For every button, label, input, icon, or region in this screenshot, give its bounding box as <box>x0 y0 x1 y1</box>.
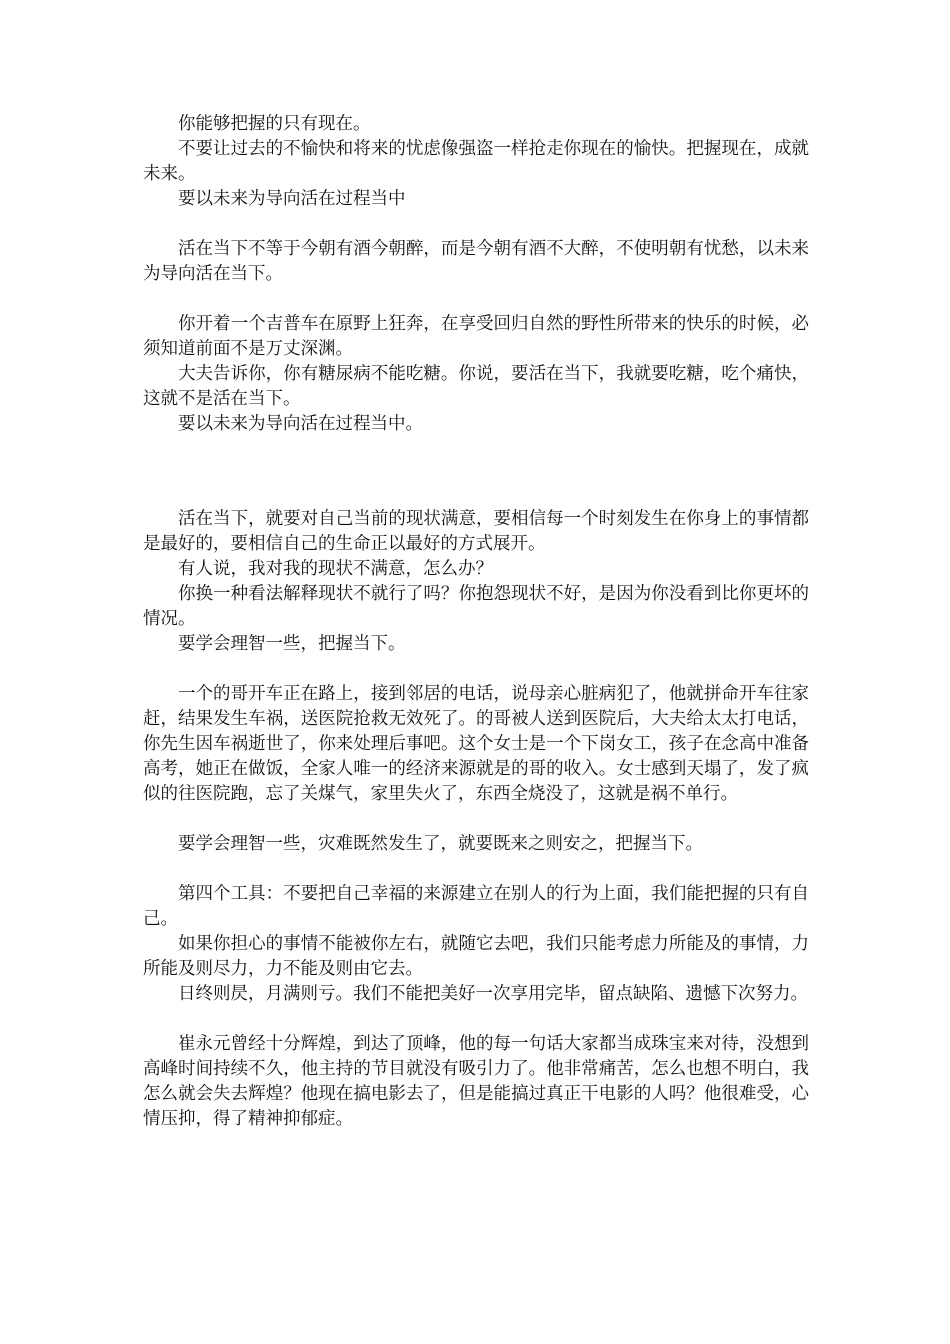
paragraph-spacer <box>143 287 809 312</box>
paragraph-spacer <box>143 657 809 682</box>
paragraph: 你开着一个吉普车在原野上狂奔，在享受回归自然的野性所带来的快乐的时候，必须知道前面不是万丈深渊。 <box>143 314 809 359</box>
paragraph: 要学会理智一些，把握当下。 <box>178 634 406 654</box>
paragraph: 不要让过去的不愉快和将来的忧虑像强盗一样抢走你现在的愉快。把握现在，成就未来。 <box>143 139 809 184</box>
paragraph: 要以未来为导向活在过程当中。 <box>178 414 423 434</box>
paragraph-spacer <box>143 857 809 882</box>
paragraph: 第四个工具：不要把自己幸福的来源建立在别人的行为上面，我们能把握的只有自己。 <box>143 884 809 929</box>
paragraph: 要以未来为导向活在过程当中 <box>178 189 406 209</box>
paragraph-spacer <box>143 212 809 237</box>
paragraph-spacer <box>143 807 809 832</box>
paragraph: 大夫告诉你，你有糖尿病不能吃糖。你说，要活在当下，我就要吃糖，吃个痛快，这就不是活在当下。 <box>143 364 809 409</box>
paragraph: 你换一种看法解释现状不就行了吗？你抱怨现状不好，是因为你没看到比你更坏的情况。 <box>143 584 809 629</box>
paragraph-spacer <box>143 1007 809 1032</box>
paragraph: 日终则昃，月满则亏。我们不能把美好一次享用完毕，留点缺陷、遗憾下次努力。 <box>178 984 808 1004</box>
paragraph: 活在当下不等于今朝有酒今朝醉，而是今朝有酒不大醉，不使明朝有忧愁，以未来为导向活在当下。 <box>143 239 809 284</box>
paragraph: 活在当下，就要对自己当前的现状满意，要相信每一个时刻发生在你身上的事情都是最好的，要相信自己的生命正以最好的方式展开。 <box>143 509 809 554</box>
paragraph: 如果你担心的事情不能被你左右，就随它去吧，我们只能考虑力所能及的事情，力所能及则尽力，力不能及则由它去。 <box>143 934 809 979</box>
document-body <box>143 112 809 1132</box>
paragraph: 一个的哥开车正在路上，接到邻居的电话，说母亲心脏病犯了，他就拼命开车往家赶，结果发生车祸，送医院抢救无效死了。的哥被人送到医院后，大夫给太太打电话，你先生因车祸逝世了，你来处理后事吧。这个女士是一个下岗女工，孩子在念高中准备高考，她正在做饭，全家人唯一的经济来源就是的哥的收入。女士感到天塌了，发了疯似的往医院跑，忘了关煤气，家里失火了，东西全烧没了，这就是祸不单行。 <box>143 684 809 804</box>
paragraph: 你能够把握的只有现在。 <box>178 114 371 134</box>
paragraph: 有人说，我对我的现状不满意，怎么办？ <box>178 559 493 579</box>
paragraph-spacer <box>143 437 809 507</box>
paragraph: 要学会理智一些，灾难既然发生了，就要既来之则安之，把握当下。 <box>178 834 703 854</box>
paragraph: 崔永元曾经十分辉煌，到达了顶峰，他的每一句话大家都当成珠宝来对待，没想到高峰时间持续不久，他主持的节目就没有吸引力了。他非常痛苦，怎么也想不明白，我怎么就会失去辉煌？他现在搞电影去了，但是能搞过真正干电影的人吗？他很难受，心情压抑，得了精神抑郁症。 <box>143 1034 809 1129</box>
